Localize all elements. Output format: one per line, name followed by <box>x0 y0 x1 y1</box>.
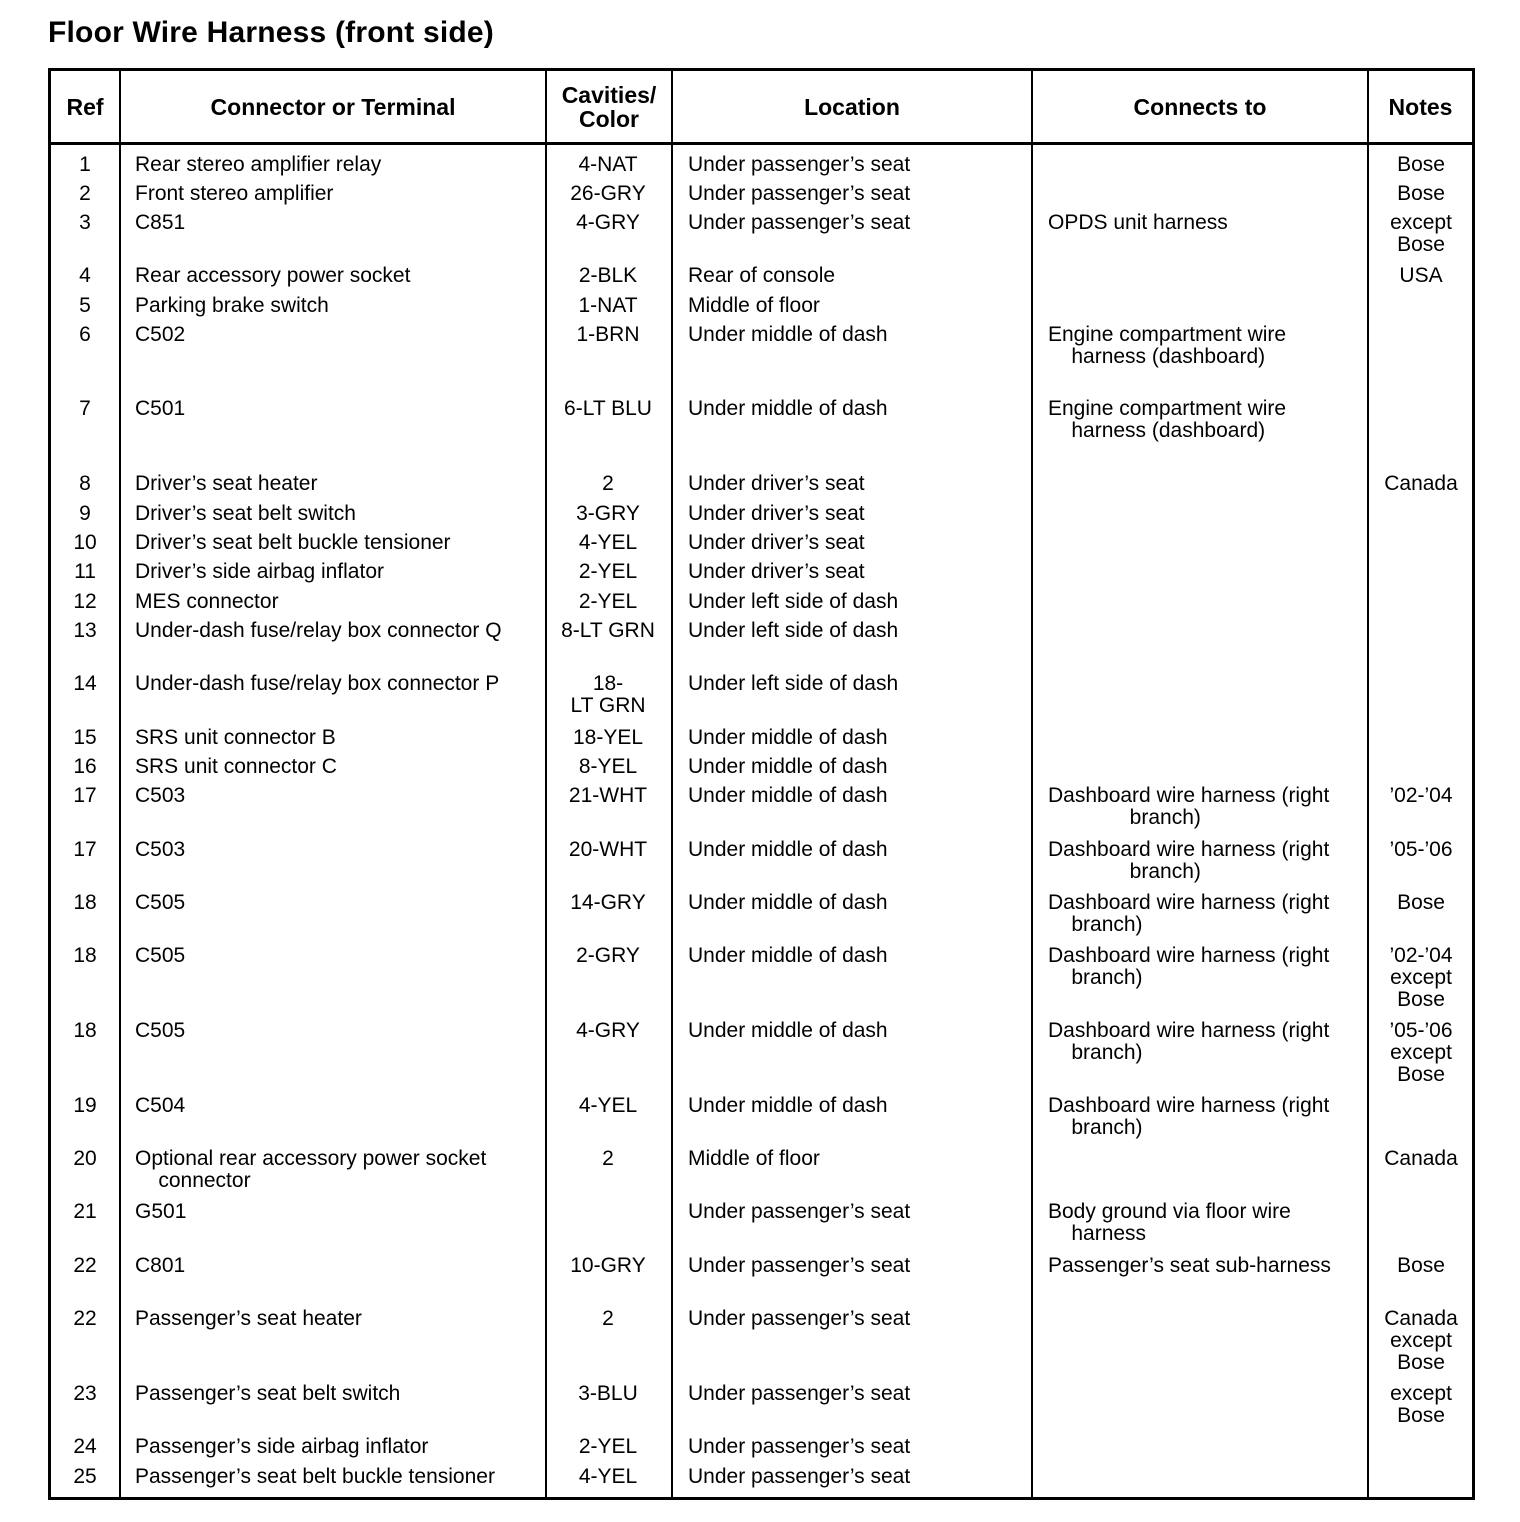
cell-location: Under passenger’s seat <box>688 211 911 234</box>
cell-connector: C504 <box>135 1094 186 1117</box>
cell-location: Middle of floor <box>688 294 820 317</box>
cell-connector: C502 <box>135 323 186 346</box>
cell-connector: Passenger’s seat heater <box>135 1307 362 1330</box>
cell-location: Under middle of dash <box>688 726 888 749</box>
header-divider <box>51 142 1472 145</box>
cell-connects-to: Dashboard wire harness (right branch) <box>1048 944 1330 989</box>
cell-ref: 5 <box>79 294 91 317</box>
cell-connects-to: Dashboard wire harness (right branch) <box>1048 1094 1330 1139</box>
cell-ref: 25 <box>73 1465 97 1488</box>
cell-notes: Bose <box>1397 1254 1445 1277</box>
cell-location: Rear of console <box>688 264 836 287</box>
cell-location: Under driver’s seat <box>688 560 865 583</box>
cell-cavities: 8-YEL <box>578 755 638 778</box>
cell-location: Under passenger’s seat <box>688 1435 911 1458</box>
cell-cavities: 1-NAT <box>578 294 638 317</box>
column-divider <box>671 71 673 1497</box>
cell-cavities: 2-BLK <box>578 264 638 287</box>
cell-location: Under driver’s seat <box>688 472 865 495</box>
cell-ref: 6 <box>79 323 91 346</box>
header-cavities: Cavities/ Color <box>561 81 657 132</box>
cell-location: Under middle of dash <box>688 1094 888 1117</box>
cell-ref: 22 <box>73 1254 97 1277</box>
cell-connector: Passenger’s seat belt switch <box>135 1382 401 1405</box>
cell-location: Under passenger’s seat <box>688 182 911 205</box>
cell-connector: Driver’s side airbag inflator <box>135 560 384 583</box>
cell-connector: Parking brake switch <box>135 294 329 317</box>
cell-cavities: 4-GRY <box>576 211 640 234</box>
cell-cavities: 18- LT GRN <box>570 672 646 717</box>
cell-ref: 10 <box>73 531 97 554</box>
cell-location: Under passenger’s seat <box>688 153 911 176</box>
cell-cavities: 14-GRY <box>570 891 646 914</box>
cell-ref: 12 <box>73 590 97 613</box>
cell-ref: 9 <box>79 502 91 525</box>
cell-ref: 20 <box>73 1147 97 1170</box>
cell-ref: 16 <box>73 755 97 778</box>
cell-ref: 22 <box>73 1307 97 1330</box>
cell-ref: 18 <box>73 944 97 967</box>
cell-notes: ’05-’06 except Bose <box>1389 1019 1453 1086</box>
cell-location: Under middle of dash <box>688 1019 888 1042</box>
header-ref: Ref <box>66 93 104 120</box>
cell-connector: Under-dash fuse/relay box connector Q <box>135 619 502 642</box>
cell-notes: Canada <box>1384 472 1458 495</box>
cell-notes: ’02-’04 except Bose <box>1389 944 1453 1011</box>
cell-notes: Canada except Bose <box>1384 1307 1458 1374</box>
cell-connector: C505 <box>135 891 186 914</box>
cell-location: Under middle of dash <box>688 891 888 914</box>
cell-ref: 1 <box>79 153 91 176</box>
cell-cavities: 21-WHT <box>568 784 648 807</box>
cell-connector: Front stereo amplifier <box>135 182 334 205</box>
cell-notes: Canada <box>1384 1147 1458 1170</box>
cell-connector: SRS unit connector B <box>135 726 336 749</box>
cell-location: Under passenger’s seat <box>688 1254 911 1277</box>
cell-connector: C503 <box>135 838 186 861</box>
cell-location: Under passenger’s seat <box>688 1382 911 1405</box>
cell-location: Under left side of dash <box>688 590 899 613</box>
cell-connector: G501 <box>135 1200 187 1223</box>
cell-location: Under passenger’s seat <box>688 1200 911 1223</box>
header-location: Location <box>804 93 900 120</box>
cell-ref: 14 <box>73 672 97 695</box>
cell-ref: 23 <box>73 1382 97 1405</box>
cell-notes: except Bose <box>1390 211 1452 256</box>
cell-connector: Optional rear accessory power socket connector <box>135 1147 487 1192</box>
cell-connector: Driver’s seat heater <box>135 472 318 495</box>
cell-location: Under middle of dash <box>688 397 888 420</box>
cell-cavities: 18-YEL <box>572 726 644 749</box>
cell-notes: Bose <box>1397 182 1445 205</box>
cell-location: Under left side of dash <box>688 619 899 642</box>
cell-connector: Driver’s seat belt buckle tensioner <box>135 531 451 554</box>
column-divider <box>545 71 547 1497</box>
cell-location: Under middle of dash <box>688 755 888 778</box>
cell-location: Under passenger’s seat <box>688 1465 911 1488</box>
cell-location: Under middle of dash <box>688 784 888 807</box>
header-connects-to: Connects to <box>1133 93 1267 120</box>
cell-cavities: 2-YEL <box>578 590 638 613</box>
cell-cavities: 8-LT GRN <box>561 619 655 642</box>
cell-connector: Under-dash fuse/relay box connector P <box>135 672 500 695</box>
cell-cavities: 2 <box>602 472 614 495</box>
cell-connector: Driver’s seat belt switch <box>135 502 356 525</box>
cell-location: Middle of floor <box>688 1147 820 1170</box>
cell-cavities: 20-WHT <box>568 838 648 861</box>
cell-cavities: 1-BRN <box>576 323 640 346</box>
cell-ref: 8 <box>79 472 91 495</box>
cell-location: Under middle of dash <box>688 838 888 861</box>
column-divider <box>119 71 121 1497</box>
cell-connector: C851 <box>135 211 186 234</box>
cell-location: Under middle of dash <box>688 944 888 967</box>
cell-location: Under left side of dash <box>688 672 899 695</box>
cell-cavities: 4-YEL <box>578 531 638 554</box>
cell-ref: 17 <box>73 784 97 807</box>
cell-cavities: 4-GRY <box>576 1019 640 1042</box>
cell-ref: 3 <box>79 211 91 234</box>
cell-connector: Passenger’s seat belt buckle tensioner <box>135 1465 495 1488</box>
cell-cavities: 6-LT BLU <box>564 397 652 420</box>
cell-notes: USA <box>1399 264 1443 287</box>
cell-connects-to: OPDS unit harness <box>1048 211 1228 234</box>
cell-connector: Rear stereo amplifier relay <box>135 153 382 176</box>
cell-cavities: 4-NAT <box>578 153 638 176</box>
cell-location: Under passenger’s seat <box>688 1307 911 1330</box>
cell-ref: 19 <box>73 1094 97 1117</box>
cell-connector: C505 <box>135 1019 186 1042</box>
cell-cavities: 10-GRY <box>570 1254 646 1277</box>
cell-ref: 21 <box>73 1200 97 1223</box>
cell-cavities: 4-YEL <box>578 1094 638 1117</box>
cell-ref: 15 <box>73 726 97 749</box>
cell-connector: C501 <box>135 397 186 420</box>
cell-connector: SRS unit connector C <box>135 755 337 778</box>
cell-cavities: 4-YEL <box>578 1465 638 1488</box>
cell-connects-to: Dashboard wire harness (right branch) <box>1048 784 1330 829</box>
cell-connects-to: Dashboard wire harness (right branch) <box>1048 1019 1330 1064</box>
cell-location: Under middle of dash <box>688 323 888 346</box>
cell-location: Under driver’s seat <box>688 502 865 525</box>
cell-connector: C801 <box>135 1254 186 1277</box>
cell-ref: 7 <box>79 397 91 420</box>
column-divider <box>1031 71 1033 1497</box>
cell-connector: Passenger’s side airbag inflator <box>135 1435 429 1458</box>
cell-cavities: 3-GRY <box>576 502 640 525</box>
cell-connector: MES connector <box>135 590 279 613</box>
cell-connects-to: Dashboard wire harness (right branch) <box>1048 838 1330 883</box>
cell-connector: Rear accessory power socket <box>135 264 411 287</box>
cell-connects-to: Passenger’s seat sub-harness <box>1048 1254 1331 1277</box>
cell-cavities: 2-YEL <box>578 1435 638 1458</box>
cell-connects-to: Engine compartment wire harness (dashboard) <box>1048 397 1287 442</box>
cell-notes: ’02-’04 <box>1389 784 1453 807</box>
column-divider <box>1367 71 1369 1497</box>
cell-ref: 13 <box>73 619 97 642</box>
cell-notes: ’05-’06 <box>1389 838 1453 861</box>
cell-ref: 24 <box>73 1435 97 1458</box>
cell-ref: 18 <box>73 1019 97 1042</box>
harness-table <box>48 68 1475 1500</box>
cell-cavities: 26-GRY <box>570 182 646 205</box>
cell-connector: C505 <box>135 944 186 967</box>
cell-cavities: 2 <box>602 1307 614 1330</box>
cell-cavities: 3-BLU <box>578 1382 638 1405</box>
cell-ref: 2 <box>79 182 91 205</box>
cell-notes: except Bose <box>1390 1382 1452 1427</box>
cell-cavities: 2-YEL <box>578 560 638 583</box>
header-connector: Connector or Terminal <box>210 93 456 120</box>
cell-ref: 11 <box>74 560 96 583</box>
cell-ref: 17 <box>73 838 97 861</box>
cell-ref: 18 <box>73 891 97 914</box>
header-notes: Notes <box>1388 93 1453 120</box>
cell-connects-to: Dashboard wire harness (right branch) <box>1048 891 1330 936</box>
cell-ref: 4 <box>79 264 91 287</box>
cell-notes: Bose <box>1397 153 1445 176</box>
cell-connects-to: Body ground via floor wire harness <box>1048 1200 1291 1245</box>
cell-cavities: 2 <box>602 1147 614 1170</box>
cell-connects-to: Engine compartment wire harness (dashboard) <box>1048 323 1287 368</box>
cell-location: Under driver’s seat <box>688 531 865 554</box>
cell-cavities: 2-GRY <box>576 944 640 967</box>
cell-notes: Bose <box>1397 891 1445 914</box>
page-title: Floor Wire Harness (front side) <box>48 16 494 49</box>
cell-connector: C503 <box>135 784 186 807</box>
